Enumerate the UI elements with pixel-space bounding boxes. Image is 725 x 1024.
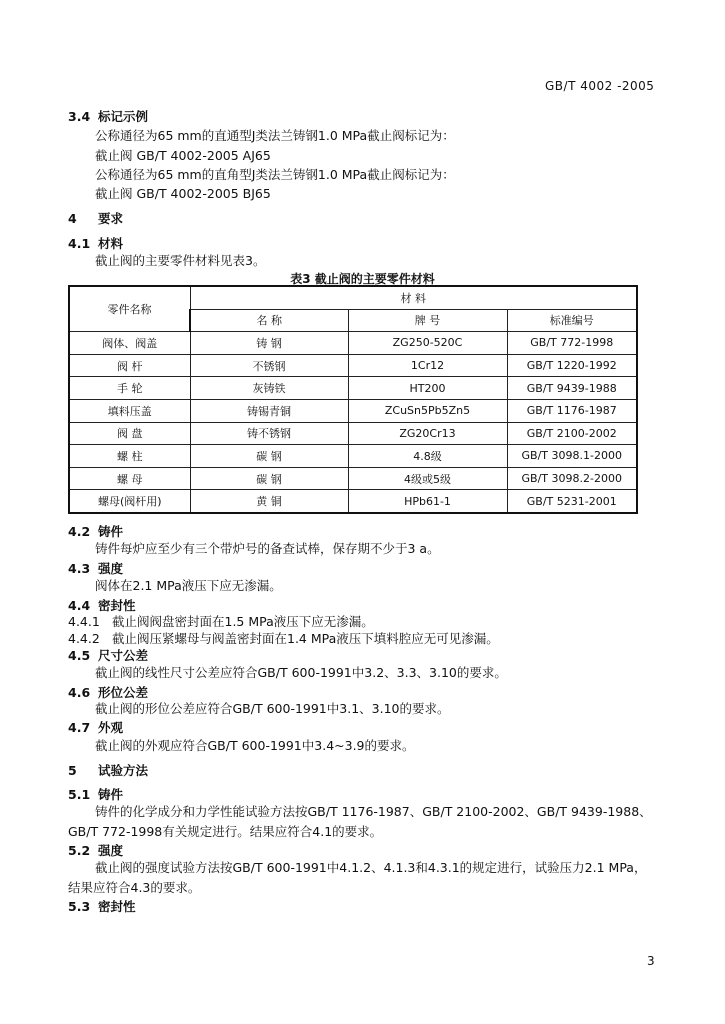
cell-material-name: 铸锡青铜 (190, 399, 348, 422)
cell-part: 螺 母 (69, 467, 190, 490)
cell-standard: GB/T 9439-1988 (507, 377, 637, 400)
section-4-6-text: 截止阀的形位公差应符合GB/T 600-1991中3.1、3.10的要求。 (95, 701, 450, 716)
cell-standard: GB/T 3098.2-2000 (507, 467, 637, 490)
table-row (69, 445, 637, 468)
cell-material-name: 灰铸铁 (190, 377, 348, 400)
header-material-name: 名 称 (190, 309, 348, 332)
section-4-5-heading (68, 646, 148, 664)
section-number: 4.1 (68, 236, 91, 251)
cell-part: 阀体、阀盖 (69, 332, 190, 355)
section-number: 4.3 (68, 561, 91, 576)
section-number: 3.4 (68, 109, 91, 124)
section-title: 密封性 (98, 598, 136, 613)
section-5-3-heading (68, 897, 136, 915)
table-row (69, 377, 637, 400)
section-title: 强度 (98, 843, 124, 858)
cell-material-name: 碳 钢 (190, 445, 348, 468)
cell-material-name: 黄 铜 (190, 490, 348, 513)
cell-standard: GB/T 1176-1987 (507, 399, 637, 422)
header-part-name: 零件名称 (69, 286, 190, 332)
example-line-2: 截止阀 GB/T 4002-2005 AJ65 (95, 148, 271, 163)
section-number: 4.2 (68, 524, 91, 539)
example-line-3: 公称通径为65 mm的直角型J类法兰铸钢1.0 MPa截止阀标记为： (95, 167, 455, 182)
section-number: 5.1 (68, 787, 91, 802)
section-4-heading (68, 209, 123, 227)
cell-part: 螺母(阀杆用) (69, 490, 190, 513)
cell-material-name: 铸 钢 (190, 332, 348, 355)
cell-part: 阀 杆 (69, 354, 190, 377)
cell-standard: GB/T 5231-2001 (507, 490, 637, 513)
cell-part: 阀 盘 (69, 422, 190, 445)
section-title: 试验方法 (98, 763, 149, 778)
section-4-1-heading (68, 234, 123, 252)
table-row (69, 422, 637, 445)
cell-part: 手 轮 (69, 377, 190, 400)
cell-material-name: 碳 钢 (190, 467, 348, 490)
section-title: 要求 (98, 211, 124, 226)
section-5-1-heading (68, 785, 123, 803)
section-5-heading (68, 761, 148, 779)
cell-standard: GB/T 2100-2002 (507, 422, 637, 445)
cell-grade: 4.8级 (348, 445, 507, 468)
section-title: 材料 (98, 236, 124, 251)
section-5-2-text-line-2: 结果应符合4.3的要求。 (68, 880, 201, 895)
section-title: 铸件 (98, 524, 124, 539)
table-row (69, 399, 637, 422)
cell-standard: GB/T 1220-1992 (507, 354, 637, 377)
section-title: 外观 (98, 720, 124, 735)
section-4-3-heading (68, 559, 123, 577)
section-number: 5.3 (68, 899, 91, 914)
cell-standard: GB/T 772-1998 (507, 332, 637, 355)
cell-material-name: 铸不锈钢 (190, 422, 348, 445)
section-5-1-text-line-2: GB/T 772-1998有关规定进行。结果应符合4.1的要求。 (68, 824, 383, 839)
cell-grade: ZCuSn5Pb5Zn5 (348, 399, 507, 422)
section-4-5-text: 截止阀的线性尺寸公差应符合GB/T 600-1991中3.2、3.3、3.10的要求。 (95, 665, 507, 680)
section-4-1-text: 截止阀的主要零件材料见表3。 (95, 253, 266, 268)
section-4-2-heading (68, 522, 123, 540)
cell-grade: ZG250-520C (348, 332, 507, 355)
header-material: 材 料 (190, 286, 637, 309)
section-text: 截止阀压紧螺母与阀盖密封面在1.4 MPa液压下填料腔应无可见渗漏。 (112, 631, 499, 646)
section-number: 4.7 (68, 720, 91, 735)
section-title: 铸件 (98, 787, 124, 802)
section-number: 4.4.2 (68, 631, 100, 646)
section-number: 4.4 (68, 598, 91, 613)
cell-grade: ZG20Cr13 (348, 422, 507, 445)
section-number: 4.6 (68, 685, 91, 700)
cell-grade: 4级或5级 (348, 467, 507, 490)
table-caption: 表3 截止阀的主要零件材料 (290, 272, 435, 286)
section-number: 4.5 (68, 648, 91, 663)
section-5-1-text-line-1: 铸件的化学成分和力学性能试验方法按GB/T 1176-1987、GB/T 2100-2002、GB/T 9439-1988、 (95, 804, 652, 819)
section-number: 5 (68, 763, 77, 778)
table-row (69, 354, 637, 377)
materials-table (68, 285, 638, 514)
cell-part: 填料压盖 (69, 399, 190, 422)
section-4-4-1 (68, 612, 374, 630)
header-standard: 标准编号 (507, 309, 637, 332)
page-number: 3 (647, 954, 655, 968)
section-title: 尺寸公差 (98, 648, 149, 663)
section-title: 强度 (98, 561, 124, 576)
section-title: 形位公差 (98, 685, 149, 700)
table-row (69, 467, 637, 490)
section-4-2-text: 铸件每炉应至少有三个带炉号的备查试棒，保存期不少于3 a。 (95, 541, 440, 556)
cell-part: 螺 柱 (69, 445, 190, 468)
cell-grade: HT200 (348, 377, 507, 400)
table-row (69, 332, 637, 355)
section-number: 4 (68, 211, 77, 226)
section-4-7-text: 截止阀的外观应符合GB/T 600-1991中3.4~3.9的要求。 (95, 738, 415, 753)
cell-standard: GB/T 3098.1-2000 (507, 445, 637, 468)
section-4-7-heading (68, 718, 123, 736)
section-title: 密封性 (98, 899, 136, 914)
section-5-2-heading (68, 841, 123, 859)
section-number: 5.2 (68, 843, 91, 858)
section-number: 4.4.1 (68, 614, 100, 629)
section-3-4-heading (68, 107, 148, 125)
example-line-4: 截止阀 GB/T 4002-2005 BJ65 (95, 186, 271, 201)
cell-grade: 1Cr12 (348, 354, 507, 377)
cell-grade: HPb61-1 (348, 490, 507, 513)
section-text: 截止阀阀盘密封面在1.5 MPa液压下应无渗漏。 (112, 614, 374, 629)
table-row (69, 490, 637, 513)
standard-code-header: GB/T 4002 -2005 (545, 79, 655, 93)
header-grade: 牌 号 (348, 309, 507, 332)
section-4-4-2 (68, 629, 499, 647)
section-title: 标记示例 (98, 109, 149, 124)
section-4-3-text: 阀体在2.1 MPa液压下应无渗漏。 (95, 578, 282, 593)
example-line-1: 公称通径为65 mm的直通型J类法兰铸钢1.0 MPa截止阀标记为： (95, 128, 455, 143)
cell-material-name: 不锈钢 (190, 354, 348, 377)
section-5-2-text-line-1: 截止阀的强度试验方法按GB/T 600-1991中4.1.2、4.1.3和4.3.1的规定进行，试验压力2.1 MPa， (95, 860, 647, 875)
